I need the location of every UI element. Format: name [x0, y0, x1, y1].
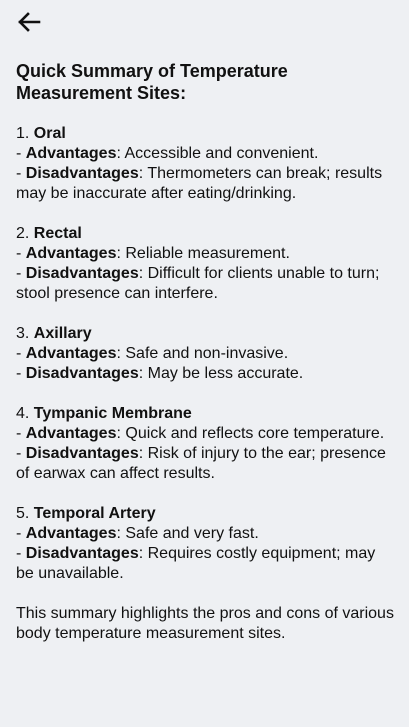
disadvantages-line [16, 164, 396, 204]
site-heading [16, 124, 396, 144]
dash: - [16, 145, 26, 162]
disadvantages-line [16, 364, 396, 384]
title-line-1: Quick Summary of Temperature [16, 61, 288, 81]
summary-content [16, 60, 396, 644]
title-line-2: Measurement Sites: [16, 83, 187, 103]
disadvantages-text: : Risk of injury to the ear; presence of earwax can affect results. [16, 445, 386, 482]
site-number: 3. [16, 325, 30, 342]
back-button[interactable] [16, 12, 42, 36]
site-name: Axillary [33, 325, 92, 342]
summary-paragraph: This summary highlights the pros and cons of various body temperature measurement sites. [16, 605, 394, 642]
dash: - [16, 425, 26, 442]
disadvantages-text: : Thermometers can break; results may be inaccurate after eating/drinking. [16, 165, 383, 202]
dash: - [16, 245, 26, 262]
site-name: Oral [33, 125, 66, 142]
site-heading [16, 324, 396, 344]
dash: - [16, 525, 26, 542]
advantages-text: : Safe and non-invasive. [116, 345, 289, 362]
site-name: Rectal [33, 225, 82, 242]
site-name: Temporal Artery [33, 505, 156, 522]
disadvantages-line [16, 264, 396, 304]
site-section-temporal [16, 504, 396, 584]
advantages-text: : Quick and reflects core temperature. [116, 425, 385, 442]
site-number: 2. [16, 225, 30, 242]
site-section-axillary [16, 324, 396, 384]
disadvantages-label: Disadvantages [25, 445, 139, 462]
advantages-text: : Accessible and convenient. [116, 145, 319, 162]
site-section-tympanic [16, 404, 396, 484]
site-section-rectal [16, 224, 396, 304]
advantages-label: Advantages [25, 145, 117, 162]
advantages-line [16, 344, 396, 364]
advantages-text: : Safe and very fast. [116, 525, 259, 542]
site-section-oral [16, 124, 396, 204]
arrow-left-icon [17, 12, 41, 37]
dash: - [16, 445, 26, 462]
page-title [16, 60, 396, 104]
disadvantages-text: : Difficult for clients unable to turn; stool presence can interfere. [16, 265, 380, 302]
dash: - [16, 165, 26, 182]
advantages-label: Advantages [25, 245, 117, 262]
disadvantages-text: : May be less accurate. [138, 365, 304, 382]
disadvantages-line [16, 544, 396, 584]
advantages-text: : Reliable measurement. [116, 245, 290, 262]
site-heading [16, 404, 396, 424]
advantages-line [16, 244, 396, 264]
dash: - [16, 265, 26, 282]
site-name: Tympanic Membrane [33, 405, 192, 422]
disadvantages-label: Disadvantages [25, 265, 139, 282]
advantages-label: Advantages [25, 525, 117, 542]
site-heading [16, 224, 396, 244]
disadvantages-label: Disadvantages [25, 545, 139, 562]
dash: - [16, 545, 26, 562]
disadvantages-line [16, 444, 396, 484]
site-heading [16, 504, 396, 524]
site-number: 1. [16, 125, 30, 142]
advantages-line [16, 424, 396, 444]
disadvantages-label: Disadvantages [25, 365, 139, 382]
advantages-label: Advantages [25, 345, 117, 362]
advantages-line [16, 524, 396, 544]
disadvantages-text: : Requires costly equipment; may be unavailable. [16, 545, 376, 582]
dash: - [16, 345, 26, 362]
site-number: 4. [16, 405, 30, 422]
dash: - [16, 365, 26, 382]
advantages-line [16, 144, 396, 164]
disadvantages-label: Disadvantages [25, 165, 139, 182]
site-number: 5. [16, 505, 30, 522]
advantages-label: Advantages [25, 425, 117, 442]
